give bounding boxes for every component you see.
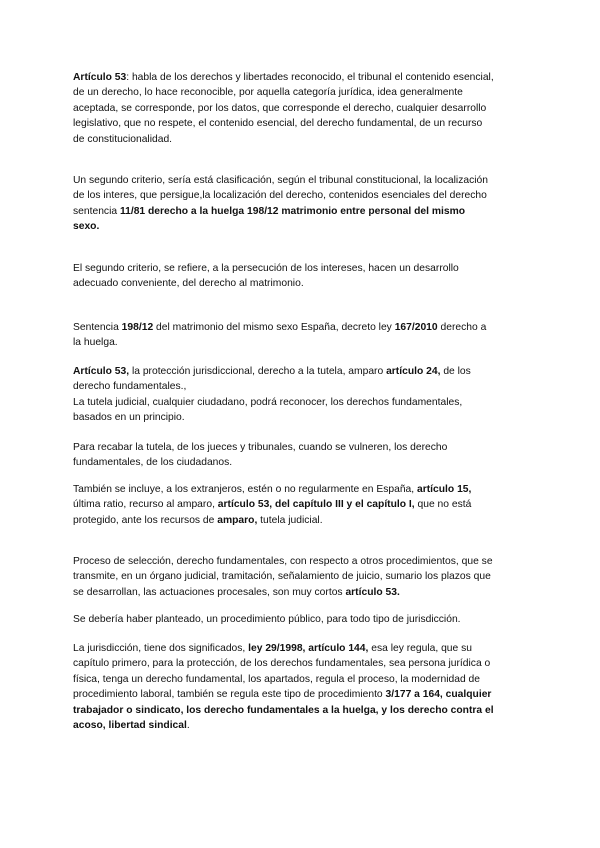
- text-line: [73, 641, 543, 656]
- text-line: [73, 703, 543, 718]
- text-run: capítulo primero, para la protección, de los derechos fundamentales, sea persona jurídica o: [73, 658, 491, 670]
- paragraph: [73, 554, 543, 600]
- paragraph: [73, 440, 543, 471]
- text-line: [73, 85, 543, 100]
- text-run: La jurisdicción, tiene dos significados,: [73, 643, 249, 654]
- text-line: [73, 219, 543, 234]
- text-line: [73, 410, 543, 425]
- text-run: transmite, en un órgano judicial, tramitación, señalamiento de juicio, sumario los plazos que: [73, 571, 491, 583]
- paragraph: [73, 641, 543, 733]
- text-run: de los interes, que persigue,la localización del derecho, contenidos esenciales del derecho: [73, 190, 487, 202]
- text-run: aceptada, se corresponde, por los datos, que corresponde el derecho, cualquier desarrollo: [73, 102, 487, 114]
- text-run: derecho fundamentales.,: [73, 381, 187, 393]
- paragraph: [73, 612, 543, 627]
- text-run: Un segundo criterio, sería está clasificación, según el tribunal constitucional, la localización: [73, 175, 488, 186]
- text-run: También se incluye, a los extranjeros, estén o no regularmente en España,: [73, 484, 418, 495]
- bold-text: 11/81 derecho a la huelga 198/12 matrimonio entre personal del mismo: [119, 205, 466, 217]
- text-run: última ratio, recurso al amparo,: [73, 499, 218, 511]
- text-run: del matrimonio del mismo sexo España, decreto ley: [153, 322, 395, 333]
- text-line: [73, 132, 543, 147]
- text-line: [73, 672, 543, 687]
- text-line: [73, 261, 543, 276]
- paragraph: [73, 364, 543, 426]
- text-line: [73, 101, 543, 116]
- text-run: adecuado conveniente, del derecho al matrimonio.: [73, 278, 304, 290]
- text-run: de un derecho, lo hace reconocible, por aquella categoría jurídica, idea generalmente: [73, 87, 463, 99]
- text-line: [73, 364, 543, 379]
- text-line: [73, 687, 543, 702]
- text-line: [73, 656, 543, 671]
- text-run: la huelga.: [73, 337, 118, 349]
- text-line: [73, 276, 543, 291]
- text-run: protegido, ante los recursos de: [73, 514, 218, 526]
- text-run: fundamentales, de los ciudadanos.: [73, 457, 233, 469]
- text-line: [73, 554, 543, 569]
- text-line: [73, 395, 543, 410]
- text-line: [73, 335, 543, 350]
- bold-text: artículo 15,: [417, 484, 472, 495]
- text-run: que no está: [414, 499, 472, 511]
- text-run: de constitucionalidad.: [73, 133, 173, 145]
- text-line: [73, 482, 543, 497]
- bold-text: trabajador o sindicato, los derecho fundamentales a la huelga, y los derecho contra el: [73, 704, 494, 716]
- paragraph: [73, 70, 543, 147]
- text-run: Para recabar la tutela, de los jueces y tribunales, cuando se vulneren, los derecho: [73, 442, 448, 453]
- text-run: El segundo criterio, se refiere, a la persecución de los intereses, hacen un desarrollo: [73, 263, 459, 274]
- text-run: basados en un principio.: [73, 412, 185, 424]
- text-run: : habla de los derechos y libertades reconocido, el tribunal el contenido esencial,: [126, 72, 494, 83]
- bold-text: artículo 53, del capítulo III y el capítulo I,: [217, 499, 415, 511]
- text-line: [73, 204, 543, 219]
- text-run: derecho a: [437, 322, 487, 333]
- bold-text: 198/12: [121, 322, 154, 333]
- bold-text: sexo.: [73, 221, 100, 233]
- text-line: [73, 173, 543, 188]
- text-line: [73, 70, 543, 85]
- text-line: [73, 718, 543, 733]
- text-line: [73, 455, 543, 470]
- text-line: [73, 569, 543, 584]
- text-run: Sentencia: [73, 322, 122, 333]
- text-line: [73, 585, 543, 600]
- bold-text: amparo,: [217, 514, 258, 526]
- text-run: .: [186, 720, 190, 732]
- text-run: legislativo, que no respete, el contenido esencial, del derecho fundamental, de un recurso: [73, 118, 483, 130]
- text-run: esa ley regula, que su: [368, 643, 472, 654]
- text-line: [73, 440, 543, 455]
- text-run: Se debería haber planteado, un procedimiento público, para todo tipo de jurisdicción.: [73, 614, 461, 625]
- text-run: de los: [440, 366, 471, 377]
- text-run: física, tenga un derecho fundamental, los apartados, regula el proceso, la modernidad de: [73, 673, 480, 685]
- text-run: procedimiento laboral, también se regula este tipo de procedimiento: [73, 689, 386, 701]
- text-run: la protección jurisdiccional, derecho a la tutela, amparo: [129, 366, 387, 377]
- text-line: [73, 379, 543, 394]
- text-run: tutela judicial.: [257, 514, 323, 526]
- bold-text: 3/177 a 164, cualquier: [385, 689, 492, 701]
- text-line: [73, 188, 543, 203]
- paragraph: [73, 173, 543, 235]
- paragraph: [73, 261, 543, 292]
- text-run: La tutela judicial, cualquier ciudadano, podrá reconocer, los derechos fundamentales,: [73, 396, 463, 408]
- bold-text: ley 29/1998, artículo 144,: [248, 643, 369, 654]
- bold-text: artículo 53.: [345, 586, 400, 598]
- bold-text: acoso, libertad sindical: [73, 720, 187, 732]
- bold-text: 167/2010: [394, 322, 438, 333]
- text-line: [73, 513, 543, 528]
- bold-text: Artículo 53,: [73, 366, 130, 377]
- paragraph: [73, 320, 543, 351]
- text-run: sentencia: [73, 205, 120, 217]
- text-line: [73, 320, 543, 335]
- paragraph: [73, 482, 543, 528]
- bold-text: artículo 24,: [386, 366, 441, 377]
- text-run: Proceso de selección, derecho fundamentales, con respecto a otros procedimientos, que se: [73, 556, 493, 567]
- text-run: se desarrollan, las actuaciones procesales, son muy cortos: [73, 586, 346, 598]
- text-line: [73, 612, 543, 627]
- text-line: [73, 497, 543, 512]
- text-line: [73, 116, 543, 131]
- bold-text: Artículo 53: [73, 72, 127, 83]
